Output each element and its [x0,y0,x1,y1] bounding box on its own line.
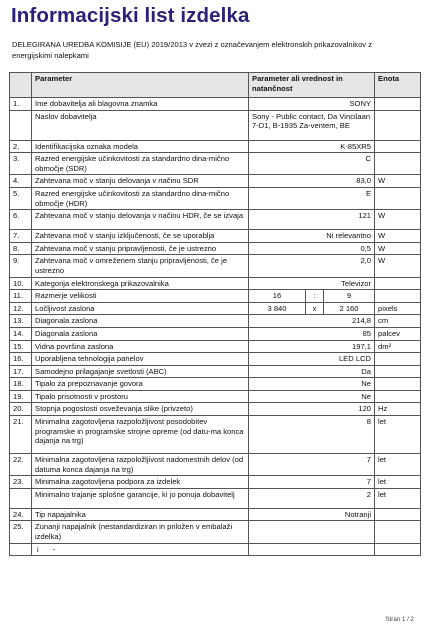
table-row [10,390,421,403]
table-row [10,365,421,378]
table-row [10,353,421,366]
table-row [10,378,421,391]
table-row [10,277,421,290]
row-number: 12. [10,302,32,315]
row-number [10,543,32,556]
row-value: 7 [249,454,375,476]
row-parameter: Razred energijske učinkovitosti za standardno dina-mično območje (SDR) [32,153,249,175]
row-parameter-dash: - [52,544,56,554]
row-unit: let [375,416,421,454]
row-parameter: Stopnja pogostosti osveževanja slike (privzeto) [32,403,249,416]
row-number [10,110,32,140]
row-unit: let [375,488,421,508]
table-row [10,187,421,209]
row-number: 23. [10,476,32,489]
row-parameter: Minimalna zagotovljena razpoložljivost nadomestnih delov (od datuma konca dajanja na trg) [32,454,249,476]
row-parameter: Tip napajalnika [32,508,249,521]
row-value: Ne [249,378,375,391]
row-value: Ne [249,390,375,403]
table-row [10,416,421,454]
row-value [249,543,375,556]
row-parameter: Zahtevana moč v omreženem stanju pripravljenosti, če je ustrezno [32,255,249,277]
row-unit: W [375,230,421,243]
row-parameter: Identifikacijska oznaka modela [32,140,249,153]
header-value: Parameter ali vrednost in natančnost [249,73,375,98]
header-num [10,73,32,98]
row-value: 120 [249,403,375,416]
row-value [249,521,375,543]
row-number: 15. [10,340,32,353]
row-value: SONY [249,98,375,111]
row-number: 1. [10,98,32,111]
row-unit [375,390,421,403]
row-value-a: 3 840 [249,302,306,315]
row-number: 7. [10,230,32,243]
row-number: 17. [10,365,32,378]
table-row [10,140,421,153]
row-parameter: Zunanji napajalnik (nestandardiziran in priložen v embalaži izdelka) [32,521,249,543]
row-unit: let [375,454,421,476]
row-parameter: Samodejno prilagajanje svetlosti (ABC) [32,365,249,378]
table-row [10,110,421,140]
table-row [10,543,421,556]
table-row [10,242,421,255]
row-parameter: Diagonala zaslona [32,327,249,340]
row-value: 83,0 [249,175,375,188]
product-info-table [9,72,421,556]
row-unit [375,140,421,153]
row-parameter [32,543,249,556]
row-value-b: 2 160 [324,302,375,315]
table-row [10,476,421,489]
table-row [10,340,421,353]
header-unit: Enota [375,73,421,98]
row-unit [375,110,421,140]
row-value-b: 9 [324,290,375,303]
row-value: 2 [249,488,375,508]
row-parameter: Razmerje velikosti [32,290,249,303]
row-number: 13. [10,315,32,328]
row-unit: W [375,242,421,255]
row-unit [375,353,421,366]
row-value: 197,1 [249,340,375,353]
row-unit [375,153,421,175]
row-value-separator: x [306,302,324,315]
table-row [10,290,421,303]
row-unit: Hz [375,403,421,416]
row-number: 25. [10,521,32,543]
row-number: 18. [10,378,32,391]
row-number: 8. [10,242,32,255]
row-value: Da [249,365,375,378]
table-row [10,175,421,188]
page-number: Stran 1 / 2 [385,616,414,623]
row-parameter-mark: i [37,544,39,554]
row-parameter: Kategorija elektronskega prikazovalnika [32,277,249,290]
row-unit [375,98,421,111]
table-row [10,521,421,543]
row-value: 0,5 [249,242,375,255]
row-value: 2,0 [249,255,375,277]
table-row [10,255,421,277]
table-row [10,210,421,230]
row-number: 9. [10,255,32,277]
table-row [10,488,421,508]
row-unit [375,508,421,521]
row-parameter: Uporabljena tehnologija panelov [32,353,249,366]
row-parameter: Razred energijske učinkovitosti za standardno dina-mično območje (HDR) [32,187,249,209]
row-parameter: Minimalna zagotovljena razpoložljivost posodobitev programske in programske strojne opreme (od datu-ma konca dajanja na trg) [32,416,249,454]
regulation-subtitle: DELEGIRANA UREDBA KOMISIJE (EU) 2019/2013 v zvezi z označevanjem elektronskih prikazovalnikov z energijskimi nalepkami [12,40,373,60]
row-value-a: 16 [249,290,306,303]
row-parameter: Minimalna zagotovljena podpora za izdelek [32,476,249,489]
row-unit: cm [375,315,421,328]
row-number [10,488,32,508]
row-unit [375,543,421,556]
row-parameter: Ločljivost zaslona [32,302,249,315]
row-parameter: Zahtevana moč v stanju izključenosti, če se uporablja [32,230,249,243]
row-value: C [249,153,375,175]
table-row [10,327,421,340]
row-number: 4. [10,175,32,188]
row-parameter: Diagonala zaslona [32,315,249,328]
row-unit [375,378,421,391]
row-value-separator: : [306,290,324,303]
table-header-row [10,73,421,98]
row-number: 24. [10,508,32,521]
row-parameter: Vidna površina zaslona [32,340,249,353]
row-parameter: Zahtevana moč v stanju delovanja v načinu SDR [32,175,249,188]
row-parameter: Tipalo prisotnosti v prostoru [32,390,249,403]
table-row [10,153,421,175]
row-unit: W [375,175,421,188]
row-number: 19. [10,390,32,403]
row-parameter: Naslov dobavitelja [32,110,249,140]
row-number: 11. [10,290,32,303]
row-unit: W [375,210,421,230]
row-number: 3. [10,153,32,175]
row-parameter: Zahtevana moč v stanju delovanja v načinu HDR, če se izvaja [32,210,249,230]
row-unit: dm² [375,340,421,353]
row-number: 2. [10,140,32,153]
row-parameter: Tipalo za prepoznavanje govora [32,378,249,391]
table-row [10,454,421,476]
row-number: 10. [10,277,32,290]
row-parameter: Ime dobavitelja ali blagovna znamka [32,98,249,111]
row-unit [375,290,421,303]
row-value: K-85XR5 [249,140,375,153]
row-number: 20. [10,403,32,416]
row-value: Ni relevantno [249,230,375,243]
row-unit [375,277,421,290]
row-value: Notranji [249,508,375,521]
table-row [10,230,421,243]
row-number: 6. [10,210,32,230]
row-unit: W [375,255,421,277]
row-number: 5. [10,187,32,209]
row-value: 85 [249,327,375,340]
row-unit [375,187,421,209]
row-value: E [249,187,375,209]
row-unit: let [375,476,421,489]
table-row [10,98,421,111]
row-number: 22. [10,454,32,476]
table-row [10,508,421,521]
row-value: Sony - Public contact, Da Vincilaan 7-D1, B-1935 Za-ventem, BE [249,110,375,140]
row-value: 121 [249,210,375,230]
table-row [10,302,421,315]
row-number: 14. [10,327,32,340]
row-value: 214,8 [249,315,375,328]
row-unit: palcev [375,327,421,340]
header-parameter: Parameter [32,73,249,98]
page-title: Informacijski list izdelka [11,4,250,27]
row-unit [375,365,421,378]
row-unit: pixels [375,302,421,315]
table-row [10,403,421,416]
row-parameter: Zahtevana moč v stanju pripravljenosti, če je ustrezno [32,242,249,255]
row-value: 7 [249,476,375,489]
row-value: Televizor [249,277,375,290]
row-value: LED LCD [249,353,375,366]
table-row [10,315,421,328]
row-number: 16. [10,353,32,366]
row-number: 21. [10,416,32,454]
row-value: 8 [249,416,375,454]
row-parameter: Minimalno trajanje splošne garancije, ki jo ponuja dobavitelj [32,488,249,508]
row-unit [375,521,421,543]
